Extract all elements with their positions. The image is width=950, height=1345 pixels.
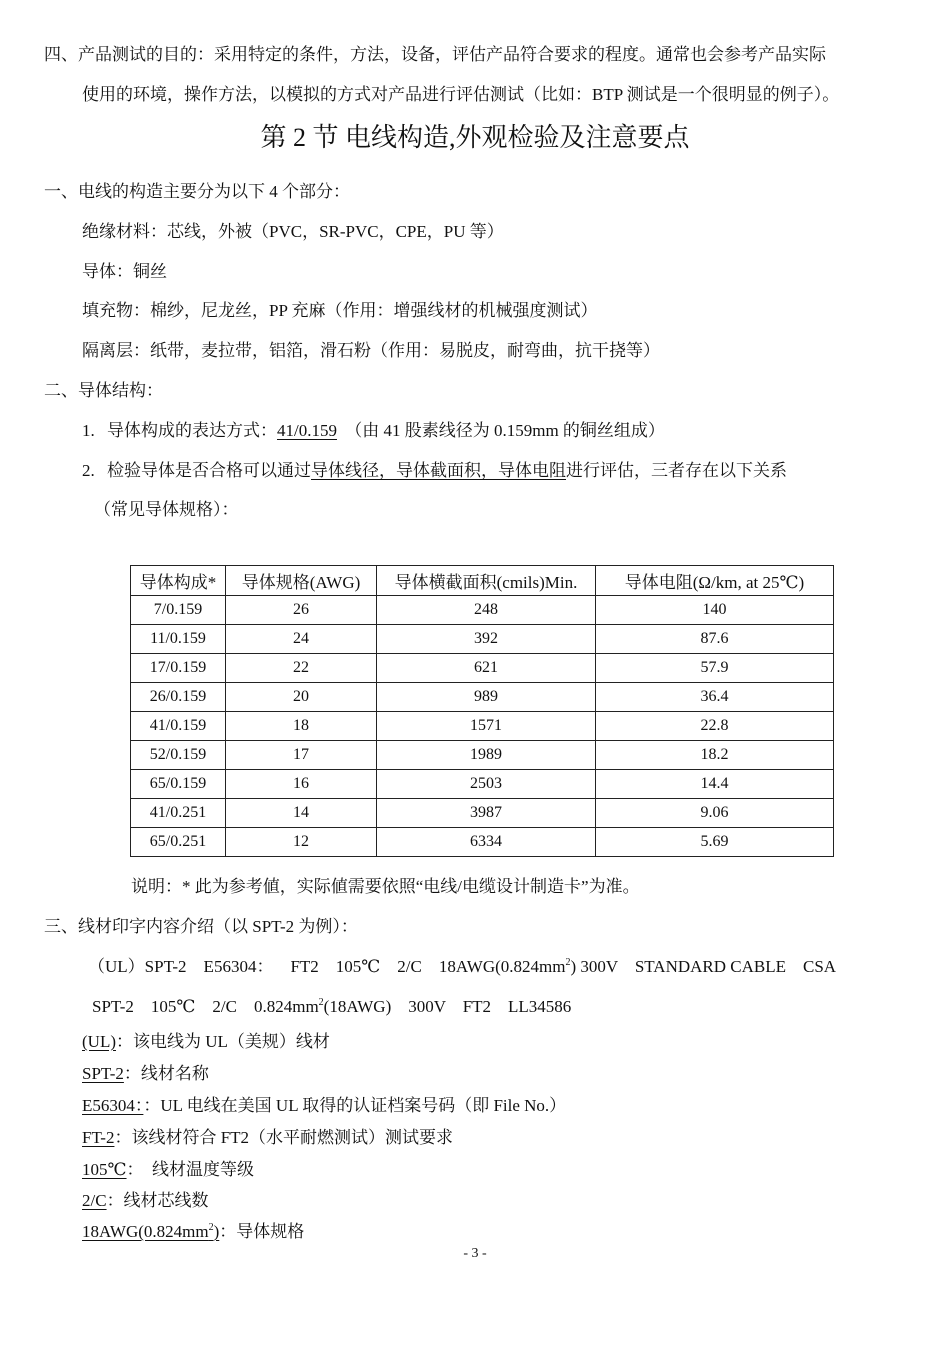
col-header-awg: 导体规格(AWG) [226, 566, 377, 596]
superscript: 2 [565, 957, 571, 968]
table-row [131, 596, 834, 625]
intro-line-2: 使用的环境，操作方法，以模拟的方式对产品进行评估测试（比如：BTP 测试是一个很明显的例子）。 [82, 85, 840, 104]
cell-composition: 41/0.251 [131, 799, 226, 828]
cell-resistance: 14.4 [596, 770, 834, 799]
cell-composition: 41/0.159 [131, 712, 226, 741]
cell-composition: 52/0.159 [131, 741, 226, 770]
cell-resistance: 36.4 [596, 683, 834, 712]
marking-1-b: ) 300V STANDARD CABLE CSA [570, 957, 837, 976]
section-title: 第 2 节 电线构造,外观检验及注意要点 [260, 123, 690, 152]
page-number: - 3 - [463, 1246, 487, 1261]
cell-composition: 65/0.159 [131, 770, 226, 799]
part2-heading: 二、导体结构： [44, 381, 163, 400]
cell-resistance: 140 [596, 596, 834, 625]
marking-2-b: (18AWG) 300V FT2 LL34586 [323, 997, 572, 1016]
cell-awg: 22 [226, 654, 377, 683]
table-row [131, 625, 834, 654]
cell-awg: 16 [226, 770, 377, 799]
cell-area: 392 [377, 625, 596, 654]
table-row [131, 741, 834, 770]
definition-temperature [82, 1159, 254, 1181]
col-header-composition: 导体构成* [131, 566, 226, 596]
part2-item-2-cont: （常见导体规格）： [94, 500, 239, 519]
cell-area: 621 [377, 654, 596, 683]
definition-ft2 [82, 1127, 453, 1149]
cell-awg: 14 [226, 799, 377, 828]
cell-area: 248 [377, 596, 596, 625]
cell-awg: 17 [226, 741, 377, 770]
cell-awg: 20 [226, 683, 377, 712]
definition-awg [82, 1221, 304, 1243]
table-row [131, 683, 834, 712]
cell-awg: 24 [226, 625, 377, 654]
definition-ul [82, 1031, 330, 1053]
cell-composition: 17/0.159 [131, 654, 226, 683]
definition-cores [82, 1190, 209, 1212]
definition-desc: ：该电线为 UL（美规）线材 [115, 1032, 330, 1051]
list-number: 2. [82, 461, 95, 480]
cell-area: 3987 [377, 799, 596, 828]
definition-desc: ：线材名称 [123, 1064, 209, 1083]
table-row [131, 770, 834, 799]
table-row [131, 712, 834, 741]
cell-awg: 12 [226, 828, 377, 857]
part3-heading: 三、线材印字内容介绍（以 SPT-2 为例）： [44, 917, 358, 936]
superscript: 2 [208, 1222, 214, 1233]
table-row [131, 654, 834, 683]
definition-desc: ：该线材符合 FT2（水平耐燃测试）测试要求 [114, 1128, 454, 1147]
item2-underlined: 导体线径，导体截面积，导体电阻 [311, 461, 566, 480]
table-row [131, 799, 834, 828]
cell-resistance: 87.6 [596, 625, 834, 654]
cell-area: 1989 [377, 741, 596, 770]
intro-line-1: 四、产品测试的目的：采用特定的条件，方法，设备，评估产品符合要求的程度。通常也会参考产品实际 [44, 45, 826, 64]
cell-area: 1571 [377, 712, 596, 741]
definition-term: 105℃ [82, 1160, 127, 1179]
item1-text-b: （由 41 股素线径为 0.159mm 的铜丝组成） [345, 421, 665, 440]
cell-area: 6334 [377, 828, 596, 857]
col-header-area: 导体横截面积(cmils)Min. [377, 566, 596, 596]
cell-resistance: 22.8 [596, 712, 834, 741]
cell-awg: 18 [226, 712, 377, 741]
definition-term [82, 1222, 219, 1241]
marking-2-a: SPT-2 105℃ 2/C 0.824mm [92, 997, 319, 1016]
table-note: 说明：* 此为参考値，实际値需要依照“电线/电缆设计制造卡”为准。 [131, 877, 640, 896]
cell-resistance: 57.9 [596, 654, 834, 683]
part2-item-1 [82, 420, 665, 442]
part1-heading: 一、电线的构造主要分为以下 4 个部分： [44, 182, 350, 201]
item1-text-a: 导体构成的表达方式： [107, 421, 277, 440]
part1-item-conductor: 导体：铜丝 [82, 262, 167, 281]
cell-area: 2503 [377, 770, 596, 799]
part1-item-insulation: 绝缘材料：芯线，外被（PVC，SR-PVC，CPE，PU 等） [82, 222, 504, 241]
definition-desc: ： 线材温度等级 [126, 1160, 255, 1179]
definition-term: E56304： [82, 1096, 144, 1115]
cell-resistance: 18.2 [596, 741, 834, 770]
part1-item-shield: 隔离层：纸带，麦拉带，铝箔，滑石粉（作用：易脱皮，耐弯曲，抗干挠等） [82, 341, 660, 360]
conductor-spec-table [130, 565, 834, 857]
cell-resistance: 5.69 [596, 828, 834, 857]
definition-desc: ：UL 电线在美国 UL 取得的认证档案号码（即 File No.） [143, 1096, 567, 1115]
superscript: 2 [318, 997, 324, 1008]
table-row [131, 828, 834, 857]
marking-line-1 [88, 956, 836, 978]
item1-code: 41/0.159 [277, 421, 337, 440]
cell-composition: 7/0.159 [131, 596, 226, 625]
term-part-a: 18AWG(0.824mm [82, 1222, 209, 1241]
cell-area: 989 [377, 683, 596, 712]
list-number: 1. [82, 421, 95, 440]
item2-text-b: 进行评估，三者存在以下关系 [566, 461, 787, 480]
term-part-b: ) [213, 1222, 220, 1241]
cell-awg: 26 [226, 596, 377, 625]
definition-spt2 [82, 1063, 209, 1085]
definition-term: 2/C [82, 1191, 107, 1210]
cell-resistance: 9.06 [596, 799, 834, 828]
item2-text-a: 检验导体是否合格可以通过 [107, 461, 311, 480]
definition-term: (UL) [82, 1032, 116, 1051]
part1-item-filler: 填充物：棉纱，尼龙丝，PP 充麻（作用：增强线材的机械强度测试） [82, 301, 598, 320]
part2-item-2 [82, 460, 787, 482]
definition-desc: ：导体规格 [219, 1222, 305, 1241]
cell-composition: 65/0.251 [131, 828, 226, 857]
definition-term: FT-2 [82, 1128, 115, 1147]
col-header-resistance: 导体电阻(Ω/km, at 25℃) [596, 566, 834, 596]
definition-file-no [82, 1095, 566, 1117]
cell-composition: 11/0.159 [131, 625, 226, 654]
marking-line-2 [92, 996, 571, 1018]
definition-desc: ：线材芯线数 [106, 1191, 209, 1210]
cell-composition: 26/0.159 [131, 683, 226, 712]
definition-term: SPT-2 [82, 1064, 124, 1083]
marking-1-a: （UL）SPT-2 E56304： FT2 105℃ 2/C 18AWG(0.824mm [88, 957, 566, 976]
table-header-row [131, 566, 834, 596]
